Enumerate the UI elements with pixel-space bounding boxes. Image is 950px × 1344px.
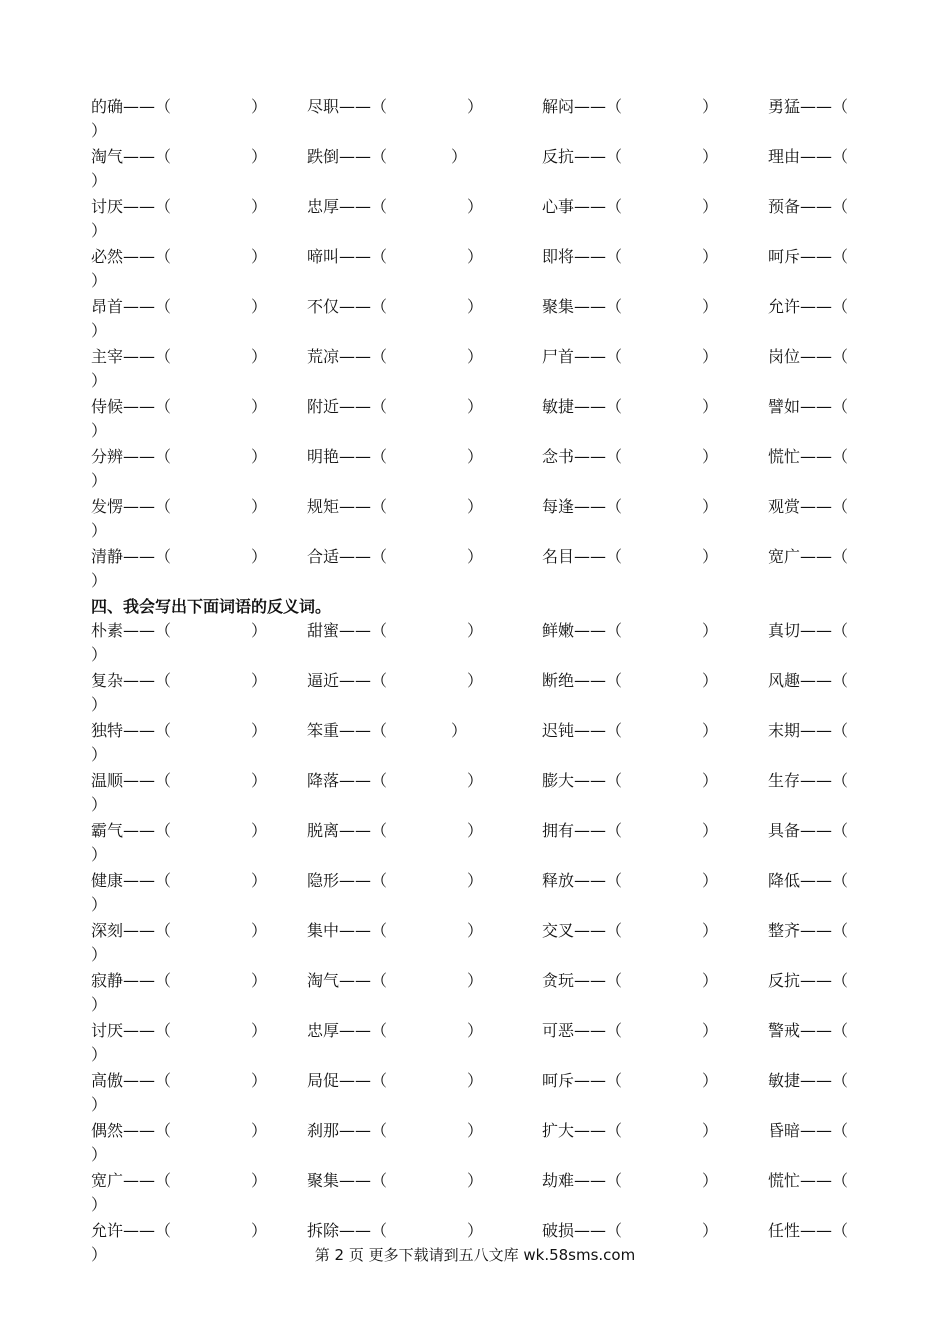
word-item: 观赏——（ — [768, 497, 849, 516]
word-item: 呵斥——（ ） — [542, 1071, 719, 1090]
wrapped-paren: ） — [91, 645, 108, 664]
word-item: 刹那——（ ） — [307, 1121, 484, 1140]
word-item: 跌倒——（ ） — [307, 147, 468, 166]
exercise-row — [91, 446, 861, 496]
word-item: 健康——（ ） — [91, 871, 268, 890]
word-item: 寂静——（ ） — [91, 971, 268, 990]
word-item: 譬如——（ — [768, 397, 849, 416]
word-item: 合适——（ ） — [307, 547, 484, 566]
word-item: 允许——（ ） — [91, 1221, 268, 1240]
word-item: 理由——（ — [768, 147, 849, 166]
wrapped-paren: ） — [91, 845, 108, 864]
word-item: 附近——（ ） — [307, 397, 484, 416]
exercise-row — [91, 246, 861, 296]
word-item: 不仅——（ ） — [307, 297, 484, 316]
exercise-row — [91, 346, 861, 396]
synonym-exercise-section — [91, 96, 861, 596]
exercise-row — [91, 496, 861, 546]
word-item: 荒凉——（ ） — [307, 347, 484, 366]
word-item: 发愣——（ ） — [91, 497, 268, 516]
exercise-row — [91, 96, 861, 146]
exercise-row — [91, 1020, 861, 1070]
word-item: 尽职——（ ） — [307, 97, 484, 116]
exercise-row — [91, 1120, 861, 1170]
wrapped-paren: ） — [91, 695, 108, 714]
word-item: 讨厌——（ ） — [91, 197, 268, 216]
section-heading: 四、我会写出下面词语的反义词。 — [91, 597, 332, 616]
word-item: 慌忙——（ — [768, 1171, 849, 1190]
word-item: 淘气——（ ） — [91, 147, 268, 166]
exercise-row — [91, 820, 861, 870]
wrapped-paren: ） — [91, 521, 108, 540]
word-item: 笨重——（ ） — [307, 721, 468, 740]
word-item: 慌忙——（ — [768, 447, 849, 466]
word-item: 断绝——（ ） — [542, 671, 719, 690]
word-item: 脱离——（ ） — [307, 821, 484, 840]
word-item: 可恶——（ ） — [542, 1021, 719, 1040]
wrapped-paren: ） — [91, 1245, 108, 1264]
word-item: 讨厌——（ ） — [91, 1021, 268, 1040]
word-item: 勇猛——（ — [768, 97, 849, 116]
word-item: 偶然——（ ） — [91, 1121, 268, 1140]
word-item: 清静——（ ） — [91, 547, 268, 566]
word-item: 整齐——（ — [768, 921, 849, 940]
word-item: 膨大——（ ） — [542, 771, 719, 790]
word-item: 降低——（ — [768, 871, 849, 890]
word-item: 释放——（ ） — [542, 871, 719, 890]
word-item: 敏捷——（ — [768, 1071, 849, 1090]
word-item: 扩大——（ ） — [542, 1121, 719, 1140]
word-item: 劫难——（ ） — [542, 1171, 719, 1190]
word-item: 复杂——（ ） — [91, 671, 268, 690]
word-item: 宽广——（ — [768, 547, 849, 566]
exercise-row — [91, 770, 861, 820]
word-item: 侍候——（ ） — [91, 397, 268, 416]
word-item: 局促——（ ） — [307, 1071, 484, 1090]
word-item: 明艳——（ ） — [307, 447, 484, 466]
wrapped-paren: ） — [91, 121, 108, 140]
exercise-row — [91, 146, 861, 196]
word-item: 降落——（ ） — [307, 771, 484, 790]
wrapped-paren: ） — [91, 895, 108, 914]
word-item: 鲜嫩——（ ） — [542, 621, 719, 640]
word-item: 破损——（ ） — [542, 1221, 719, 1240]
wrapped-paren: ） — [91, 1145, 108, 1164]
word-item: 末期——（ — [768, 721, 849, 740]
word-item: 甜蜜——（ ） — [307, 621, 484, 640]
wrapped-paren: ） — [91, 371, 108, 390]
word-item: 必然——（ ） — [91, 247, 268, 266]
antonym-exercise-section — [91, 620, 861, 1270]
word-item: 敏捷——（ ） — [542, 397, 719, 416]
page-footer: 第 2 页 更多下载请到五八文库 wk.58sms.com — [314, 1246, 636, 1264]
word-item: 温顺——（ ） — [91, 771, 268, 790]
word-item: 反抗——（ — [768, 971, 849, 990]
word-item: 名目——（ ） — [542, 547, 719, 566]
word-item: 的确——（ ） — [91, 97, 268, 116]
word-item: 啼叫——（ ） — [307, 247, 484, 266]
word-item: 隐形——（ ） — [307, 871, 484, 890]
word-item: 昏暗——（ — [768, 1121, 849, 1140]
word-item: 反抗——（ ） — [542, 147, 719, 166]
word-item: 聚集——（ ） — [542, 297, 719, 316]
wrapped-paren: ） — [91, 171, 108, 190]
exercise-row — [91, 870, 861, 920]
wrapped-paren: ） — [91, 795, 108, 814]
exercise-row — [91, 720, 861, 770]
word-item: 预备——（ — [768, 197, 849, 216]
exercise-row — [91, 920, 861, 970]
word-item: 解闷——（ ） — [542, 97, 719, 116]
word-item: 贪玩——（ ） — [542, 971, 719, 990]
word-item: 风趣——（ — [768, 671, 849, 690]
exercise-row — [91, 196, 861, 246]
exercise-row — [91, 1170, 861, 1220]
word-item: 朴素——（ ） — [91, 621, 268, 640]
word-item: 高傲——（ ） — [91, 1071, 268, 1090]
word-item: 允许——（ — [768, 297, 849, 316]
wrapped-paren: ） — [91, 745, 108, 764]
word-item: 独特——（ ） — [91, 721, 268, 740]
wrapped-paren: ） — [91, 421, 108, 440]
word-item: 逼近——（ ） — [307, 671, 484, 690]
word-item: 迟钝——（ ） — [542, 721, 719, 740]
exercise-row — [91, 296, 861, 346]
word-item: 主宰——（ ） — [91, 347, 268, 366]
exercise-row — [91, 396, 861, 446]
word-item: 警戒——（ — [768, 1021, 849, 1040]
word-item: 念书——（ ） — [542, 447, 719, 466]
word-item: 拆除——（ ） — [307, 1221, 484, 1240]
exercise-row — [91, 670, 861, 720]
word-item: 尸首——（ ） — [542, 347, 719, 366]
word-item: 忠厚——（ ） — [307, 197, 484, 216]
word-item: 即将——（ ） — [542, 247, 719, 266]
exercise-row — [91, 970, 861, 1020]
exercise-row — [91, 546, 861, 596]
word-item: 宽广——（ ） — [91, 1171, 268, 1190]
word-item: 霸气——（ ） — [91, 821, 268, 840]
word-item: 淘气——（ ） — [307, 971, 484, 990]
wrapped-paren: ） — [91, 221, 108, 240]
wrapped-paren: ） — [91, 571, 108, 590]
word-item: 昂首——（ ） — [91, 297, 268, 316]
wrapped-paren: ） — [91, 945, 108, 964]
word-item: 真切——（ — [768, 621, 849, 640]
word-item: 具备——（ — [768, 821, 849, 840]
exercise-row — [91, 1070, 861, 1120]
wrapped-paren: ） — [91, 1195, 108, 1214]
wrapped-paren: ） — [91, 321, 108, 340]
word-item: 深刻——（ ） — [91, 921, 268, 940]
word-item: 聚集——（ ） — [307, 1171, 484, 1190]
wrapped-paren: ） — [91, 1095, 108, 1114]
word-item: 岗位——（ — [768, 347, 849, 366]
word-item: 集中——（ ） — [307, 921, 484, 940]
word-item: 分辨——（ ） — [91, 447, 268, 466]
wrapped-paren: ） — [91, 271, 108, 290]
word-item: 任性——（ — [768, 1221, 849, 1240]
word-item: 忠厚——（ ） — [307, 1021, 484, 1040]
word-item: 呵斥——（ — [768, 247, 849, 266]
exercise-row — [91, 620, 861, 670]
word-item: 生存——（ — [768, 771, 849, 790]
word-item: 拥有——（ ） — [542, 821, 719, 840]
wrapped-paren: ） — [91, 995, 108, 1014]
word-item: 交叉——（ ） — [542, 921, 719, 940]
wrapped-paren: ） — [91, 1045, 108, 1064]
word-item: 规矩——（ ） — [307, 497, 484, 516]
word-item: 每逢——（ ） — [542, 497, 719, 516]
word-item: 心事——（ ） — [542, 197, 719, 216]
wrapped-paren: ） — [91, 471, 108, 490]
